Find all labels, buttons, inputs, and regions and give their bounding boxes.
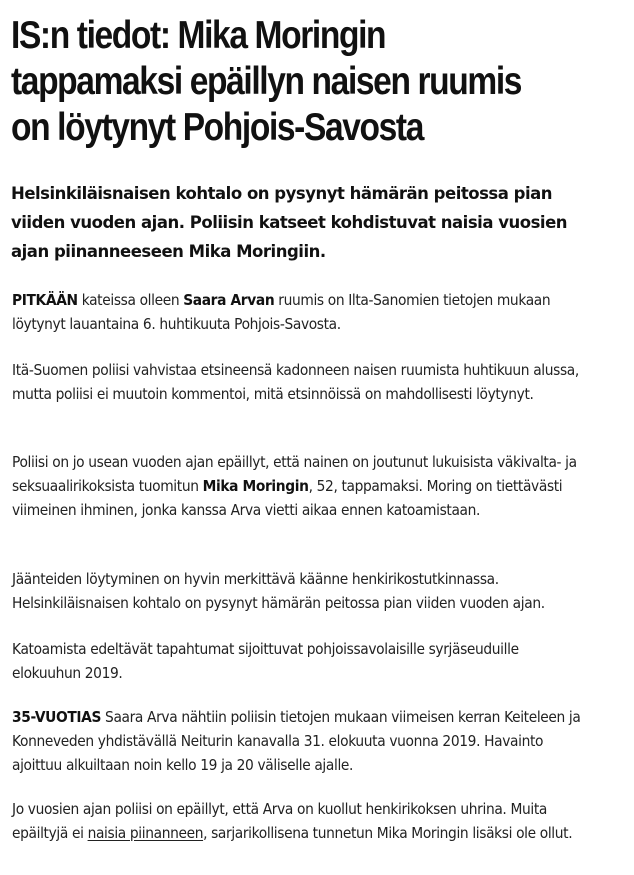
paragraph-6 [12,705,582,777]
paragraph-3 [12,450,582,522]
inline-article-link[interactable]: naisia piinanneen [87,824,204,842]
article-headline: IS:n tiedot: Mika Moringin tappamaksi epäillyn naisen ruumis on löytynyt Pohjois-Savosta [11,14,522,149]
paragraph-7 [12,797,582,845]
paragraph-text: ruumis on Ilta-Sanomien tietojen mukaan löytynyt lauantaina 6. huhtikuuta Pohjois-Savosta. [12,291,551,333]
paragraph-text: , sarjarikollisena tunnetun Mika Moringin lisäksi ole ollut. [203,824,573,842]
paragraph-1 [12,288,582,336]
paragraph-4 [12,567,582,615]
paragraph-text: kateissa olleen [77,291,184,309]
paragraph-text: Jo vuosien ajan poliisi on epäillyt, että Arva on kuollut henkirikoksen uhrina. Muita epäiltyjä ei [12,800,547,842]
article-lead: Helsinkiläisnaisen kohtalo on pysynyt hämärän peitossa pian viiden vuoden ajan. Poliisin katseet kohdistuvat naisia vuosien ajan piinanneeseen Mika Moringiin. [11,184,568,262]
paragraph-text: Itä-Suomen poliisi vahvistaa etsineensä kadonneen naisen ruumista huhtikuun alussa, mutta poliisi ei muutoin kommentoi, mitä etsinnöissä on mahdollisesti löytynyt. [12,361,579,403]
paragraph-text: Poliisi on jo usean vuoden ajan epäillyt, että nainen on joutunut lukuisista väkivalta- ja seksuaalirikoksista tuomitun [12,453,577,495]
paragraph-text: Saara Arva nähtiin poliisin tietojen mukaan viimeisen kerran Keiteleen ja Konneveden yhdistävällä Neiturin kanavalla 31. elokuuta vuonna 2019. Havainto ajoittuu alkuiltaan noin kello 19 ja 20 väliselle ajalle. [12,708,581,774]
bold-name-saara-arvan: Saara Arvan [183,291,275,309]
paragraph-kicker: 35-VUOTIAS [12,708,102,726]
paragraph-text: Jäänteiden löytyminen on hyvin merkittävä käänne henkirikostutkinnassa. Helsinkiläisnaisen kohtalo on pysynyt hämärän peitossa pian viiden vuoden ajan. [12,570,545,612]
paragraph-text: , 52, tappamaksi. Moring on tiettävästi viimeinen ihminen, jonka kanssa Arva vietti aikaa ennen katoamistaan. [12,477,563,519]
paragraph-kicker: PITKÄÄN [12,291,78,309]
paragraph-5 [12,637,582,685]
paragraph-text: Katoamista edeltävät tapahtumat sijoittuvat pohjoissavolaisille syrjäseuduille elokuuhun 2019. [12,640,519,682]
paragraph-2 [12,358,582,406]
bold-name-mika-moringin: Mika Moringin [202,477,309,495]
